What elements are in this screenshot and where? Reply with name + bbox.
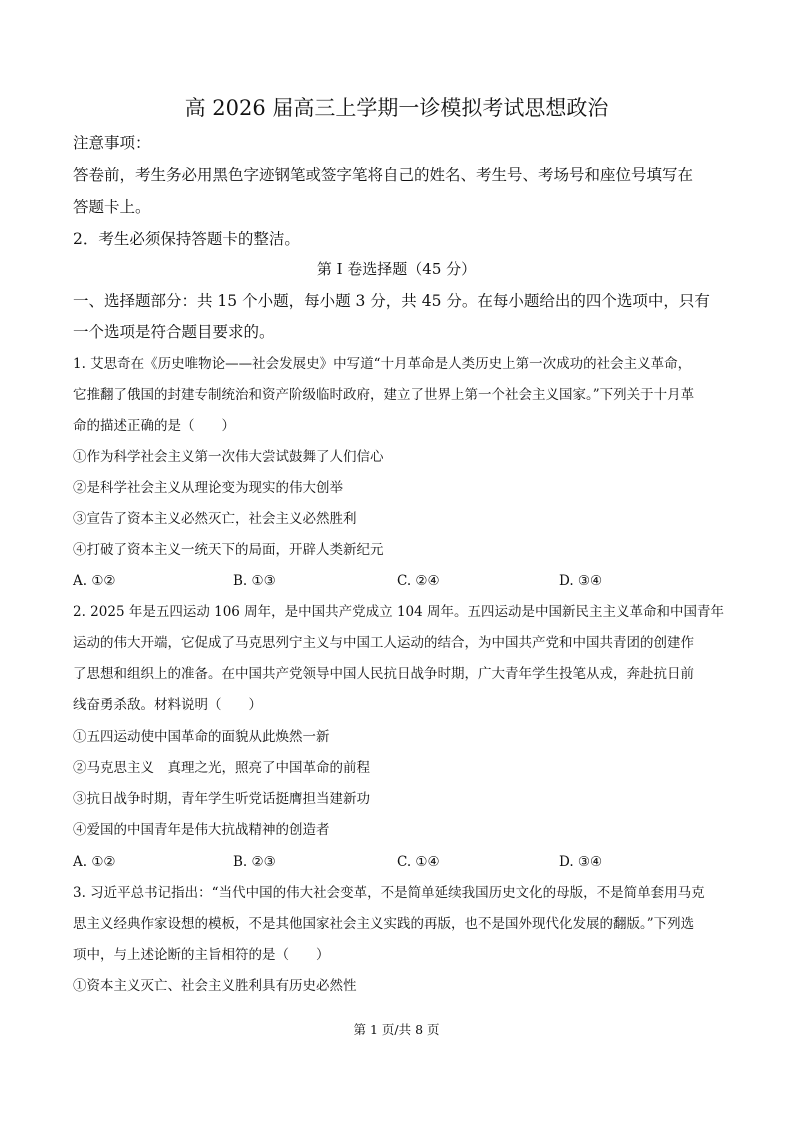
instructions-line-1: 一、选择题部分：共 15 个小题，每小题 3 分，共 45 分。在每小题给出的四个选项中，只有 [73, 292, 710, 310]
notice-item-2: 2．考生必须保持答题卡的整洁。 [73, 230, 300, 248]
question-2-statement-2: ②马克思主义 真理之光，照亮了中国革命的前程 [73, 760, 370, 776]
question-1-options [73, 571, 733, 591]
option-d: D. ③④ [559, 854, 603, 870]
question-3-stem-line-2: 思主义经典作家设想的模板，不是其他国家社会主义实践的再版，也不是国外现代化发展的翻版。”下列选 [73, 916, 695, 932]
question-2-statement-3: ③抗日战争时期，青年学生听党话挺膺担当建新功 [73, 791, 370, 807]
option-b: B. ②③ [233, 854, 276, 870]
question-2-statement-1: ①五四运动使中国革命的面貌从此焕然一新 [73, 729, 330, 745]
notice-heading: 注意事项： [73, 134, 151, 152]
question-1-statement-4: ④打破了资本主义一统天下的局面，开辟人类新纪元 [73, 542, 384, 558]
question-3-statement-1: ①资本主义灭亡、社会主义胜利具有历史必然性 [73, 978, 357, 994]
question-1-stem-line-3: 命的描述正确的是（ ） [73, 418, 235, 434]
question-1-statement-3: ③宣告了资本主义必然灭亡，社会主义必然胜利 [73, 511, 357, 527]
question-1-statement-2: ②是科学社会主义从理论变为现实的伟大创举 [73, 480, 343, 496]
question-3-stem-line-3: 项中，与上述论断的主旨相符的是（ ） [73, 947, 330, 963]
option-b: B. ①③ [233, 573, 276, 589]
instructions-line-2: 一个选项是符合题目要求的。 [73, 323, 275, 341]
question-2-stem-line-3: 了思想和组织上的准备。在中国共产党领导中国人民抗日战争时期，广大青年学生投笔从戎，奔赴抗日前 [73, 666, 694, 682]
option-a: A. ①② [73, 854, 116, 870]
question-1-stem-line-2: 它推翻了俄国的封建专制统治和资产阶级临时政府，建立了世界上第一个社会主义国家。”下列关于十月革 [73, 387, 695, 403]
question-3-stem-line-1: 3. 习近平总书记指出：“当代中国的伟大社会变革，不是简单延续我国历史文化的母版，不是简单套用马克 [73, 885, 705, 901]
question-2-stem-line-4: 线奋勇杀敌。材料说明（ ） [73, 697, 262, 713]
question-2-stem-line-1: 2. 2025 年是五四运动 106 周年，是中国共产党成立 104 周年。五四运动是中国新民主主义革命和中国青年 [73, 604, 725, 620]
option-a: A. ①② [73, 573, 116, 589]
option-c: C. ②④ [397, 573, 440, 589]
question-2-options [73, 852, 733, 872]
notice-item-1-line-2: 答题卡上。 [73, 198, 151, 216]
question-2-statement-4: ④爱国的中国青年是伟大抗战精神的创造者 [73, 822, 330, 838]
notice-item-1-line-1: 答卷前，考生务必用黑色字迹钢笔或签字笔将自己的姓名、考生号、考场号和座位号填写在 [73, 166, 694, 184]
page-title: 高 2026 届高三上学期一诊模拟考试思想政治 [184, 96, 609, 120]
section-title: 第 I 卷选择题（45 分） [316, 260, 477, 278]
question-2-stem-line-2: 运动的伟大开端，它促成了马克思列宁主义与中国工人运动的结合，为中国共产党和中国共青团的创建作 [73, 635, 694, 651]
option-d: D. ③④ [559, 573, 603, 589]
question-1-stem-line-1: 1. 艾思奇在《历史唯物论——社会发展史》中写道“十月革命是人类历史上第一次成功的社会主义革命， [73, 356, 692, 372]
question-1-statement-1: ①作为科学社会主义第一次伟大尝试鼓舞了人们信心 [73, 449, 384, 465]
option-c: C. ①④ [397, 854, 440, 870]
page-footer: 第 1 页/共 8 页 [353, 1022, 440, 1037]
